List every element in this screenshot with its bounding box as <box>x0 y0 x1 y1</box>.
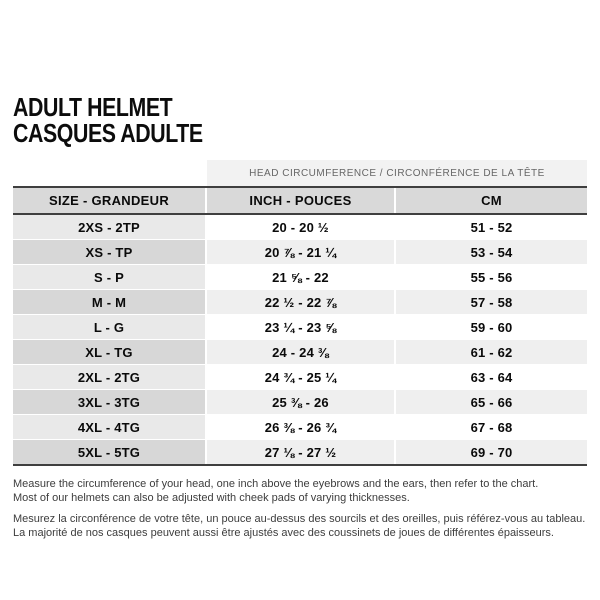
table-row <box>13 315 587 339</box>
cm-cell: 69 - 70 <box>396 440 587 464</box>
table-row <box>13 365 587 389</box>
col-header-size: SIZE - GRANDEUR <box>13 188 205 213</box>
inch-cell: 23 ¼ - 23 ⅝ <box>207 315 394 339</box>
inch-cell: 20 ⅞ - 21 ¼ <box>207 240 394 264</box>
size-cell: M - M <box>13 290 205 314</box>
inch-cell: 22 ½ - 22 ⅞ <box>207 290 394 314</box>
inch-cell: 20 - 20 ½ <box>207 215 394 239</box>
inch-cell: 25 ⅜ - 26 <box>207 390 394 414</box>
inch-cell: 26 ⅜ - 26 ¾ <box>207 415 394 439</box>
table-bottom-rule <box>13 464 587 466</box>
table-row <box>13 340 587 364</box>
cm-cell: 63 - 64 <box>396 365 587 389</box>
head-circumference-banner: HEAD CIRCUMFERENCE / CIRCONFÉRENCE DE LA TÊTE <box>207 160 587 186</box>
size-cell: S - P <box>13 265 205 289</box>
group-header-row <box>13 160 587 186</box>
cm-cell: 53 - 54 <box>396 240 587 264</box>
page-title <box>13 94 484 146</box>
size-cell: 3XL - 3TG <box>13 390 205 414</box>
cm-cell: 57 - 58 <box>396 290 587 314</box>
inch-cell: 27 ⅛ - 27 ½ <box>207 440 394 464</box>
table-row <box>13 240 587 264</box>
inch-cell: 24 - 24 ⅜ <box>207 340 394 364</box>
footer-note-fr-line2: La majorité de nos casques peuvent aussi être ajustés avec des coussinets de joues de différentes épaisseurs. <box>13 526 554 539</box>
size-cell: 5XL - 5TG <box>13 440 205 464</box>
table-header-row <box>13 188 587 213</box>
footer-note-en-line2: Most of our helmets can also be adjusted with cheek pads of varying thicknesses. <box>13 491 410 504</box>
page-title-line-en: ADULT HELMET <box>13 92 173 122</box>
footer-note-fr <box>13 513 587 540</box>
inch-cell: 24 ¾ - 25 ¼ <box>207 365 394 389</box>
size-cell: 2XS - 2TP <box>13 215 205 239</box>
size-cell: 4XL - 4TG <box>13 415 205 439</box>
cm-cell: 65 - 66 <box>396 390 587 414</box>
col-header-cm: CM <box>396 188 587 213</box>
table-row <box>13 215 587 239</box>
table-body <box>13 215 587 464</box>
table-row <box>13 415 587 439</box>
footer-note-en-line1: Measure the circumference of your head, one inch above the eyebrows and the ears, then refer to the chart. <box>13 478 539 490</box>
col-header-inch: INCH - POUCES <box>207 188 394 213</box>
cm-cell: 67 - 68 <box>396 415 587 439</box>
cm-cell: 61 - 62 <box>396 340 587 364</box>
footer-note-en <box>13 478 587 505</box>
table-row <box>13 290 587 314</box>
table-row <box>13 440 587 464</box>
table-row <box>13 265 587 289</box>
cm-cell: 51 - 52 <box>396 215 587 239</box>
footer-note-fr-line1: Mesurez la circonférence de votre tête, un pouce au-dessus des sourcils et des oreilles, puis référez-vous au tableau. <box>13 513 586 525</box>
footer-notes <box>13 478 587 540</box>
size-cell: 2XL - 2TG <box>13 365 205 389</box>
table-row <box>13 390 587 414</box>
size-cell: L - G <box>13 315 205 339</box>
cm-cell: 59 - 60 <box>396 315 587 339</box>
page-title-line-fr: CASQUES ADULTE <box>13 118 203 148</box>
size-cell: XL - TG <box>13 340 205 364</box>
size-chart-table <box>13 160 587 466</box>
cm-cell: 55 - 56 <box>396 265 587 289</box>
inch-cell: 21 ⅝ - 22 <box>207 265 394 289</box>
group-header-spacer <box>13 160 207 186</box>
size-cell: XS - TP <box>13 240 205 264</box>
